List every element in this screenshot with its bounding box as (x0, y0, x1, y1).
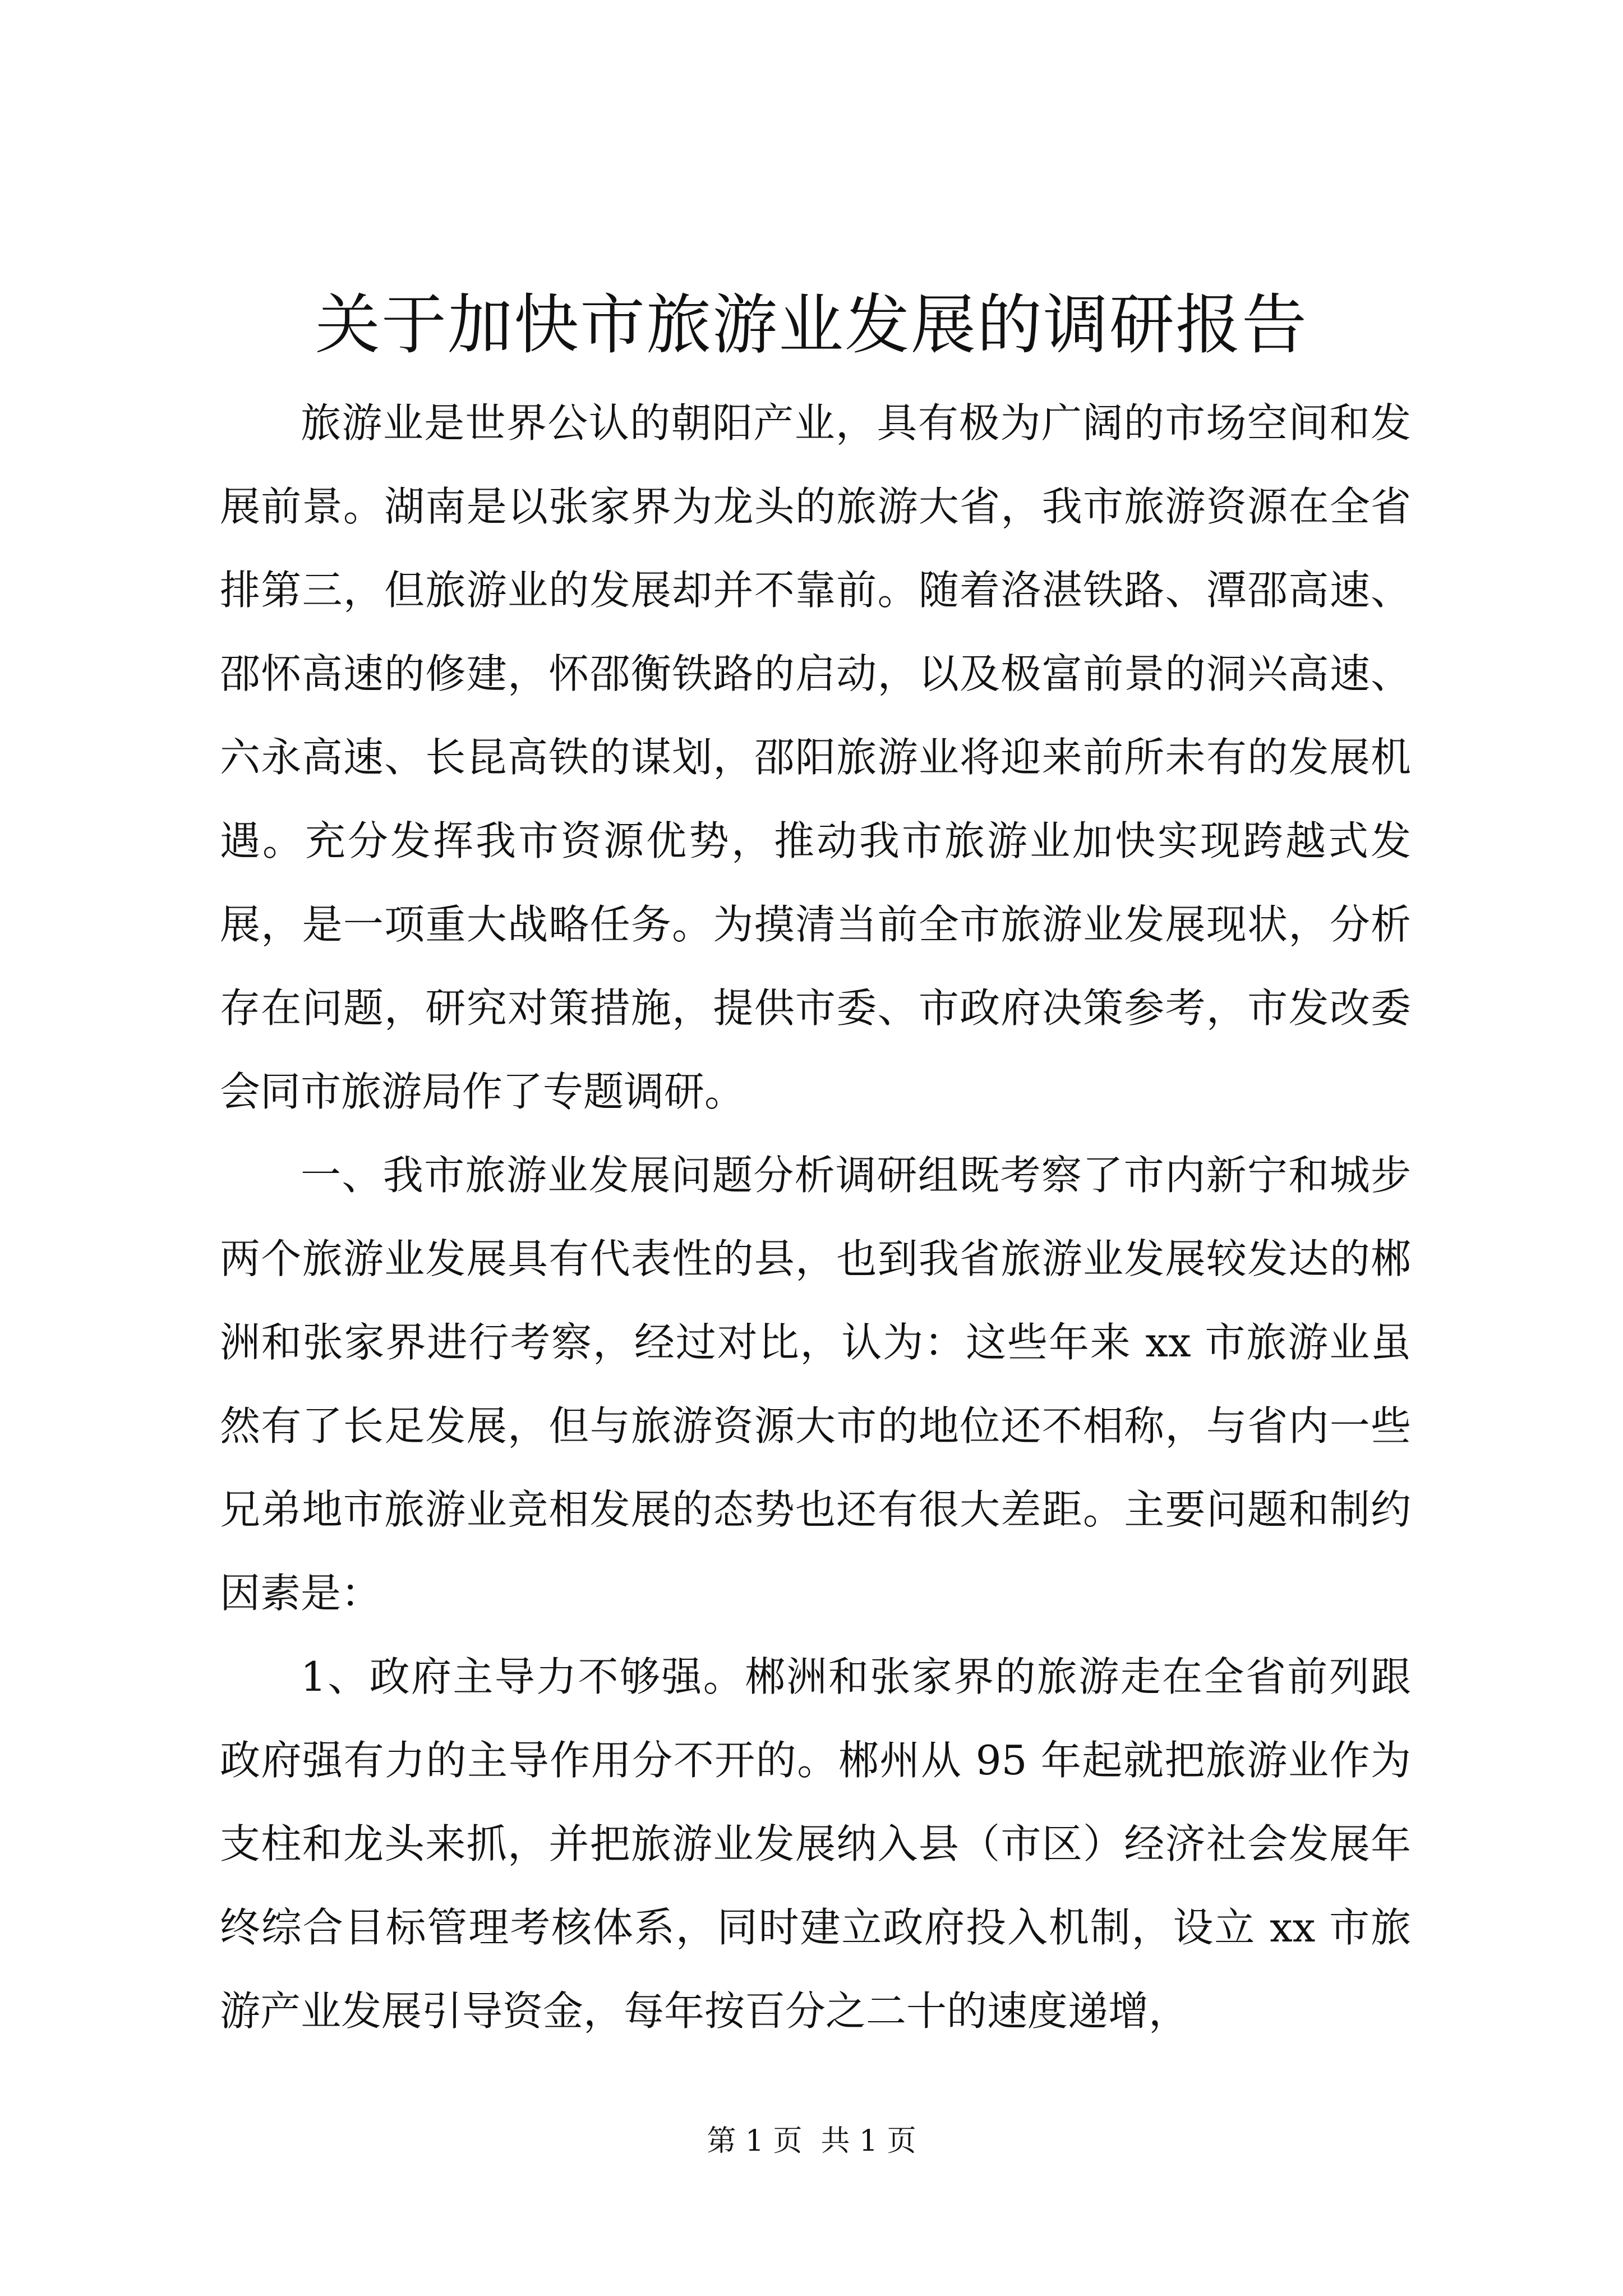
page-number: 第 1 页 共 1 页 (707, 2124, 916, 2158)
document-body (220, 381, 1411, 2053)
paragraph-intro: 旅游业是世界公认的朝阳产业，具有极为广阔的市场空间和发展前景。湖南是以张家界为龙头的旅游大省，我市旅游资源在全省排第三，但旅游业的发展却并不靠前。随着洛湛铁路、潭邵高速、邵怀高速的修建，怀邵衡铁路的启动，以及极富前景的洞兴高速、六永高速、长昆高铁的谋划，邵阳旅游业将迎来前所未有的发展机遇。充分发挥我市资源优势，推动我市旅游业加快实现跨越式发展，是一项重大战略任务。为摸清当前全市旅游业发展现状，分析存在问题，研究对策措施，提供市委、市政府决策参考，市发改委会同市旅游局作了专题调研。 (220, 399, 1411, 1115)
paragraph-section-1: 一、我市旅游业发展问题分析调研组既考察了市内新宁和城步两个旅游业发展具有代表性的县，也到我省旅游业发展较发达的郴洲和张家界进行考察，经过对比，认为：这些年来 xx 市旅游业虽然有了长足发展，但与旅游资源大市的地位还不相称，与省内一些兄弟地市旅游业竞相发展的态势也还有很大差距。主要问题和制约因素是： (220, 1152, 1411, 1617)
document-title: 关于加快市旅游业发展的调研报告 (315, 287, 1308, 363)
page-footer (0, 2122, 1623, 2161)
paragraph-item-1: 1、政府主导力不够强。郴洲和张家界的旅游走在全省前列跟政府强有力的主导作用分不开的。郴州从 95 年起就把旅游业作为支柱和龙头来抓，并把旅游业发展纳入县（市区）经济社会发展年终综合目标管理考核体系，同时建立政府投入机制，设立 xx 市旅游产业发展引导资金，每年按百分之二十的速度递增， (220, 1653, 1411, 2035)
